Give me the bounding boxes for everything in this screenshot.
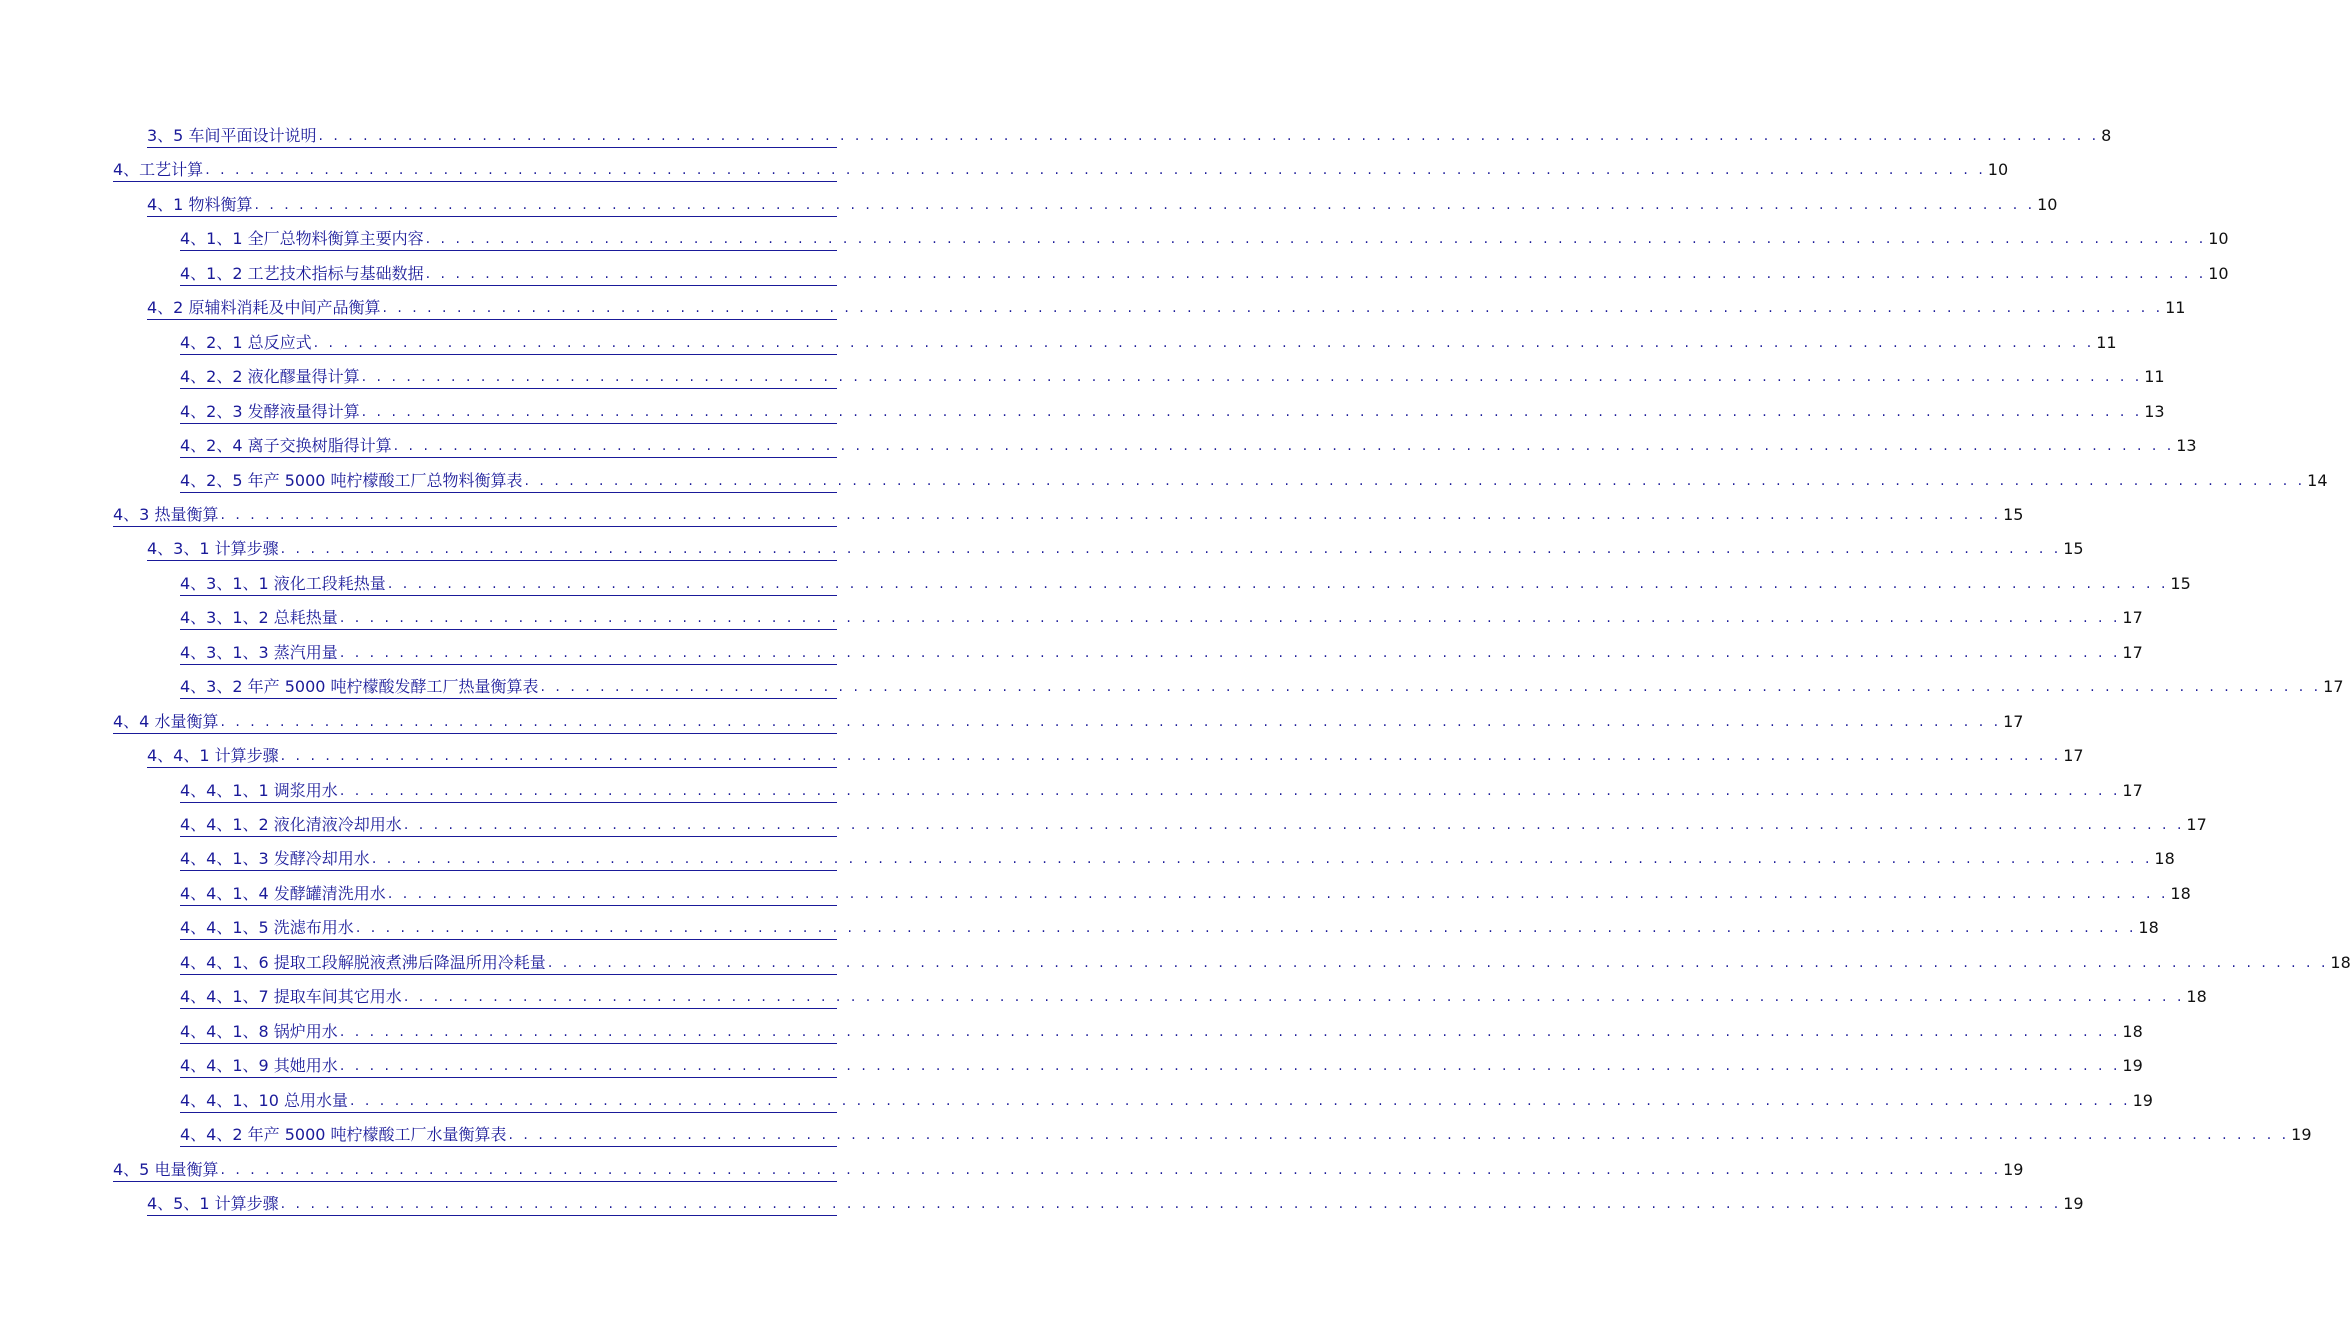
toc-entry-page-number: 17 — [2186, 815, 2207, 834]
toc-entry-page-number: 19 — [2132, 1090, 2153, 1110]
toc-entry-title: 4、4、1、1 调浆用水 — [180, 780, 338, 800]
toc-entry[interactable] — [180, 883, 2191, 906]
toc-entry[interactable] — [113, 159, 2009, 182]
toc-entry-page-number: 17 — [2063, 746, 2084, 766]
toc-entry[interactable] — [113, 504, 2024, 527]
toc-entry-page-number: 15 — [2170, 573, 2191, 593]
toc-dot-leader: . . . . . . . . . . . . . . . . . . . . . . . . . . . . . . . . . . . . . . . . . . . . . . . . . . . . . . . . . . . . . . . . . . . . . . . . . . . . . . . . . . . . . . . . . . . . . . . . . . . . . . . . . . . . . . . . . . . . . . . . — [387, 575, 2169, 592]
toc-dot-leader: . . . . . . . . . . . . . . . . . . . . . . . . . . . . . . . . . . . . . . . . . . . . . . . . . . . . . . . . . . . . . . . . . . . . . . . . . . . . . . . . . . . . . . . . . . . . . . . . . . . . . . . . . . . . . . . . . . . . . . . . — [540, 679, 2322, 696]
toc-entry-title: 4、2、1 总反应式 — [180, 332, 312, 352]
toc-entry-page-number: 18 — [2154, 849, 2175, 869]
toc-entry-page-number: 17 — [2323, 677, 2344, 697]
toc-entry[interactable] — [180, 263, 2229, 286]
toc-dot-leader: . . . . . . . . . . . . . . . . . . . . . . . . . . . . . . . . . . . . . . . . . . . . . . . . . . . . . . . . . . . . . . . . . . . . . . . . . . . . . . . . . . . . . . . . . . . . . . . . . . . . . . . . . . . . . . . . . . . . . . . . — [254, 196, 2036, 213]
toc-entry[interactable] — [180, 1124, 2312, 1147]
toc-entry-title: 4、4、1、6 提取工段解脱液煮沸后降温所用冷耗量 — [180, 952, 546, 972]
toc-dot-leader: . . . . . . . . . . . . . . . . . . . . . . . . . . . . . . . . . . . . . . . . . . . . . . . . . . . . . . . . . . . . . . . . . . . . . . . . . . . . . . . . . . . . . . . . . . . . . . . . . . . . . . . . . . . . . . . . . . . . . . . . — [371, 851, 2153, 868]
toc-entry-title: 4、4、2 年产 5000 吨柠檬酸工厂水量衡算表 — [180, 1125, 507, 1145]
toc-entry[interactable] — [180, 917, 2159, 940]
toc-dot-leader: . . . . . . . . . . . . . . . . . . . . . . . . . . . . . . . . . . . . . . . . . . . . . . . . . . . . . . . . . . . . . . . . . . . . . . . . . . . . . . . . . . . . . . . . . . . . . . . . . . . . . . . . . . . . . . . . . . . . . . . . — [524, 472, 2306, 489]
toc-entry[interactable] — [147, 745, 2084, 768]
toc-entry-page-number: 11 — [2165, 298, 2186, 318]
toc-entry-page-number: 10 — [2037, 194, 2058, 214]
toc-dot-leader: . . . . . . . . . . . . . . . . . . . . . . . . . . . . . . . . . . . . . . . . . . . . . . . . . . . . . . . . . . . . . . . . . . . . . . . . . . . . . . . . . . . . . . . . . . . . . . . . . . . . . . . . . . . . . . . . . . . . . . . . — [280, 541, 2062, 558]
toc-dot-leader: . . . . . . . . . . . . . . . . . . . . . . . . . . . . . . . . . . . . . . . . . . . . . . . . . . . . . . . . . . . . . . . . . . . . . . . . . . . . . . . . . . . . . . . . . . . . . . . . . . . . . . . . . . . . . . . . . . . . . . . . — [339, 610, 2121, 627]
toc-entry-page-number: 10 — [1987, 160, 2009, 180]
toc-entry[interactable] — [147, 538, 2084, 561]
toc-entry-title: 4、工艺计算 — [113, 160, 204, 180]
toc-entry-title: 4、4、1、4 发酵罐清洗用水 — [180, 883, 386, 903]
toc-entry[interactable] — [113, 1159, 2024, 1182]
toc-entry[interactable] — [113, 711, 2024, 734]
toc-entry-title: 3、5 车间平面设计说明 — [147, 126, 317, 145]
toc-entry-title: 4、4、1、7 提取车间其它用水 — [180, 987, 402, 1007]
toc-entry[interactable] — [180, 814, 2207, 837]
toc-entry-title: 4、5 电量衡算 — [113, 1159, 219, 1179]
toc-entry-title: 4、4、1、10 总用水量 — [180, 1090, 348, 1110]
toc-dot-leader: . . . . . . . . . . . . . . . . . . . . . . . . . . . . . . . . . . . . . . . . . . . . . . . . . . . . . . . . . . . . . . . . . . . . . . . . . . . . . . . . . . . . . . . . . . . . . . . . . . . . . . . . . . . . . . . . . . . . . . . . — [547, 954, 2329, 971]
toc-entry-page-number: 19 — [2122, 1056, 2143, 1076]
toc-entry[interactable] — [180, 780, 2143, 803]
toc-entry[interactable] — [147, 1193, 2084, 1216]
toc-dot-leader: . . . . . . . . . . . . . . . . . . . . . . . . . . . . . . . . . . . . . . . . . . . . . . . . . . . . . . . . . . . . . . . . . . . . . . . . . . . . . . . . . . . . . . . . . . . . . . . . . . . . . . . . . . . . . . . . . . . . . . . . — [425, 265, 2207, 282]
toc-dot-leader: . . . . . . . . . . . . . . . . . . . . . . . . . . . . . . . . . . . . . . . . . . . . . . . . . . . . . . . . . . . . . . . . . . . . . . . . . . . . . . . . . . . . . . . . . . . . . . . . . . . . . . . . . . . . . . . . . . . . . . . . — [339, 1023, 2121, 1040]
toc-entry-page-number: 18 — [2170, 883, 2191, 903]
toc-entry-title: 4、4、1、2 液化清液冷却用水 — [180, 815, 402, 834]
toc-entry-page-number: 17 — [2003, 711, 2024, 731]
toc-dot-leader: . . . . . . . . . . . . . . . . . . . . . . . . . . . . . . . . . . . . . . . . . . . . . . . . . . . . . . . . . . . . . . . . . . . . . . . . . . . . . . . . . . . . . . . . . . . . . . . . . . . . . . . . . . . . . . . . . . . . . . . . — [393, 438, 2175, 455]
toc-entry-page-number: 19 — [2003, 1159, 2024, 1179]
toc-dot-leader: . . . . . . . . . . . . . . . . . . . . . . . . . . . . . . . . . . . . . . . . . . . . . . . . . . . . . . . . . . . . . . . . . . . . . . . . . . . . . . . . . . . . . . . . . . . . . . . . . . . . . . . . . . . . . . . . . . . . . . . . — [220, 713, 2002, 730]
toc-entry-title: 4、4、1 计算步骤 — [147, 746, 279, 766]
toc-entry[interactable] — [180, 848, 2175, 871]
toc-entry-page-number: 17 — [2122, 780, 2143, 800]
toc-entry-page-number: 18 — [2122, 1021, 2143, 1041]
toc-entry[interactable] — [180, 1021, 2143, 1044]
toc-dot-leader: . . . . . . . . . . . . . . . . . . . . . . . . . . . . . . . . . . . . . . . . . . . . . . . . . . . . . . . . . . . . . . . . . . . . . . . . . . . . . . . . . . . . . . . . . . . . . . . . . . . . . . . . . . . . . . . . . . . . . . . . — [205, 162, 1986, 179]
toc-dot-leader: . . . . . . . . . . . . . . . . . . . . . . . . . . . . . . . . . . . . . . . . . . . . . . . . . . . . . . . . . . . . . . . . . . . . . . . . . . . . . . . . . . . . . . . . . . . . . . . . . . . . . . . . . . . . . . . . . . . . . . . . — [339, 1058, 2121, 1075]
toc-entry[interactable] — [180, 401, 2165, 424]
toc-entry-title: 4、4、1、8 锅炉用水 — [180, 1021, 338, 1041]
toc-dot-leader: . . . . . . . . . . . . . . . . . . . . . . . . . . . . . . . . . . . . . . . . . . . . . . . . . . . . . . . . . . . . . . . . . . . . . . . . . . . . . . . . . . . . . . . . . . . . . . . . . . . . . . . . . . . . . . . . . . . . . . . . — [220, 1161, 2002, 1178]
toc-entry[interactable] — [147, 297, 2186, 320]
toc-entry[interactable] — [180, 1090, 2153, 1113]
toc-entry[interactable] — [180, 676, 2344, 699]
toc-entry[interactable] — [180, 607, 2143, 630]
toc-entry-page-number: 13 — [2176, 436, 2197, 456]
toc-dot-leader: . . . . . . . . . . . . . . . . . . . . . . . . . . . . . . . . . . . . . . . . . . . . . . . . . . . . . . . . . . . . . . . . . . . . . . . . . . . . . . . . . . . . . . . . . . . . . . . . . . . . . . . . . . . . . . . . . . . . . . . . — [355, 920, 2137, 937]
toc-entry-page-number: 18 — [2186, 987, 2207, 1007]
toc-dot-leader: . . . . . . . . . . . . . . . . . . . . . . . . . . . . . . . . . . . . . . . . . . . . . . . . . . . . . . . . . . . . . . . . . . . . . . . . . . . . . . . . . . . . . . . . . . . . . . . . . . . . . . . . . . . . . . . . . . . . . . . . — [382, 300, 2164, 317]
toc-dot-leader: . . . . . . . . . . . . . . . . . . . . . . . . . . . . . . . . . . . . . . . . . . . . . . . . . . . . . . . . . . . . . . . . . . . . . . . . . . . . . . . . . . . . . . . . . . . . . . . . . . . . . . . . . . . . . . . . . . . . . . . . — [361, 369, 2143, 386]
toc-entry-title: 4、2、5 年产 5000 吨柠檬酸工厂总物料衡算表 — [180, 470, 523, 490]
toc-entry-title: 4、3、2 年产 5000 吨柠檬酸发酵工厂热量衡算表 — [180, 677, 539, 697]
toc-dot-leader: . . . . . . . . . . . . . . . . . . . . . . . . . . . . . . . . . . . . . . . . . . . . . . . . . . . . . . . . . . . . . . . . . . . . . . . . . . . . . . . . . . . . . . . . . . . . . . . . . . . . . . . . . . . . . . . . . . . . . . . . — [318, 128, 2100, 144]
toc-entry[interactable] — [180, 366, 2165, 389]
toc-entry-page-number: 17 — [2122, 608, 2143, 628]
toc-entry-title: 4、4 水量衡算 — [113, 711, 219, 731]
toc-dot-leader: . . . . . . . . . . . . . . . . . . . . . . . . . . . . . . . . . . . . . . . . . . . . . . . . . . . . . . . . . . . . . . . . . . . . . . . . . . . . . . . . . . . . . . . . . . . . . . . . . . . . . . . . . . . . . . . . . . . . . . . . — [387, 885, 2169, 902]
toc-entry-title: 4、3、1、1 液化工段耗热量 — [180, 573, 386, 593]
toc-entry-page-number: 19 — [2063, 1193, 2084, 1213]
toc-entry-title: 4、1、2 工艺技术指标与基础数据 — [180, 263, 424, 283]
toc-entry-title: 4、1 物料衡算 — [147, 194, 253, 214]
toc-entry-page-number: 18 — [2330, 952, 2351, 972]
toc-dot-leader: . . . . . . . . . . . . . . . . . . . . . . . . . . . . . . . . . . . . . . . . . . . . . . . . . . . . . . . . . . . . . . . . . . . . . . . . . . . . . . . . . . . . . . . . . . . . . . . . . . . . . . . . . . . . . . . . . . . . . . . . — [280, 748, 2062, 765]
toc-dot-leader: . . . . . . . . . . . . . . . . . . . . . . . . . . . . . . . . . . . . . . . . . . . . . . . . . . . . . . . . . . . . . . . . . . . . . . . . . . . . . . . . . . . . . . . . . . . . . . . . . . . . . . . . . . . . . . . . . . . . . . . . — [425, 231, 2207, 248]
toc-entry-title: 4、2、3 发酵液量得计算 — [180, 401, 360, 421]
toc-dot-leader: . . . . . . . . . . . . . . . . . . . . . . . . . . . . . . . . . . . . . . . . . . . . . . . . . . . . . . . . . . . . . . . . . . . . . . . . . . . . . . . . . . . . . . . . . . . . . . . . . . . . . . . . . . . . . . . . . . . . . . . . — [350, 1092, 2131, 1109]
toc-entry[interactable] — [180, 952, 2351, 975]
toc-dot-leader: . . . . . . . . . . . . . . . . . . . . . . . . . . . . . . . . . . . . . . . . . . . . . . . . . . . . . . . . . . . . . . . . . . . . . . . . . . . . . . . . . . . . . . . . . . . . . . . . . . . . . . . . . . . . . . . . . . . . . . . . — [403, 817, 2185, 833]
toc-entry[interactable] — [180, 228, 2229, 251]
toc-entry[interactable] — [180, 332, 2117, 355]
toc-entry-title: 4、3 热量衡算 — [113, 504, 219, 524]
toc-entry-page-number: 10 — [2208, 229, 2229, 249]
toc-entry-page-number: 18 — [2138, 918, 2159, 938]
toc-entry[interactable] — [180, 986, 2207, 1009]
toc-entry-page-number: 11 — [2096, 332, 2117, 352]
toc-entry-title: 4、2 原辅料消耗及中间产品衡算 — [147, 298, 381, 318]
toc-entry-title: 4、2、4 离子交换树脂得计算 — [180, 436, 392, 456]
toc-entry-page-number: 14 — [2307, 470, 2328, 490]
toc-dot-leader: . . . . . . . . . . . . . . . . . . . . . . . . . . . . . . . . . . . . . . . . . . . . . . . . . . . . . . . . . . . . . . . . . . . . . . . . . . . . . . . . . . . . . . . . . . . . . . . . . . . . . . . . . . . . . . . . . . . . . . . . — [313, 334, 2095, 351]
toc-entry-title: 4、3、1、2 总耗热量 — [180, 608, 338, 628]
toc-entry-page-number: 8 — [2101, 126, 2112, 145]
toc-entry-page-number: 13 — [2144, 401, 2165, 421]
toc-entry-title: 4、1、1 全厂总物料衡算主要内容 — [180, 229, 424, 249]
toc-dot-leader: . . . . . . . . . . . . . . . . . . . . . . . . . . . . . . . . . . . . . . . . . . . . . . . . . . . . . . . . . . . . . . . . . . . . . . . . . . . . . . . . . . . . . . . . . . . . . . . . . . . . . . . . . . . . . . . . . . . . . . . . — [339, 782, 2121, 799]
toc-entry-page-number: 19 — [2291, 1125, 2312, 1145]
toc-entry[interactable] — [180, 1055, 2143, 1078]
toc-entry[interactable] — [180, 435, 2197, 458]
toc-entry[interactable] — [180, 470, 2328, 493]
toc-entry-page-number: 17 — [2122, 642, 2143, 662]
toc-entry[interactable] — [180, 573, 2191, 596]
toc-entry-page-number: 15 — [2003, 504, 2024, 524]
toc-entry[interactable] — [147, 125, 2112, 148]
toc-entry[interactable] — [147, 194, 2058, 217]
toc-dot-leader: . . . . . . . . . . . . . . . . . . . . . . . . . . . . . . . . . . . . . . . . . . . . . . . . . . . . . . . . . . . . . . . . . . . . . . . . . . . . . . . . . . . . . . . . . . . . . . . . . . . . . . . . . . . . . . . . . . . . . . . . — [403, 989, 2185, 1006]
toc-entry-title: 4、3、1、3 蒸汽用量 — [180, 642, 338, 662]
toc-entry-title: 4、4、1、5 洗滤布用水 — [180, 918, 354, 938]
toc-entry-title: 4、5、1 计算步骤 — [147, 1193, 279, 1213]
toc-entry-title: 4、4、1、9 其她用水 — [180, 1056, 338, 1076]
toc-dot-leader: . . . . . . . . . . . . . . . . . . . . . . . . . . . . . . . . . . . . . . . . . . . . . . . . . . . . . . . . . . . . . . . . . . . . . . . . . . . . . . . . . . . . . . . . . . . . . . . . . . . . . . . . . . . . . . . . . . . . . . . . — [339, 644, 2121, 661]
toc-dot-leader: . . . . . . . . . . . . . . . . . . . . . . . . . . . . . . . . . . . . . . . . . . . . . . . . . . . . . . . . . . . . . . . . . . . . . . . . . . . . . . . . . . . . . . . . . . . . . . . . . . . . . . . . . . . . . . . . . . . . . . . . — [280, 1195, 2062, 1212]
toc-entry-page-number: 15 — [2063, 539, 2084, 559]
toc-entry-page-number: 11 — [2144, 367, 2165, 387]
toc-dot-leader: . . . . . . . . . . . . . . . . . . . . . . . . . . . . . . . . . . . . . . . . . . . . . . . . . . . . . . . . . . . . . . . . . . . . . . . . . . . . . . . . . . . . . . . . . . . . . . . . . . . . . . . . . . . . . . . . . . . . . . . . — [361, 403, 2143, 420]
toc-dot-leader: . . . . . . . . . . . . . . . . . . . . . . . . . . . . . . . . . . . . . . . . . . . . . . . . . . . . . . . . . . . . . . . . . . . . . . . . . . . . . . . . . . . . . . . . . . . . . . . . . . . . . . . . . . . . . . . . . . . . . . . . — [508, 1127, 2290, 1144]
toc-entry-title: 4、4、1、3 发酵冷却用水 — [180, 849, 370, 869]
toc-dot-leader: . . . . . . . . . . . . . . . . . . . . . . . . . . . . . . . . . . . . . . . . . . . . . . . . . . . . . . . . . . . . . . . . . . . . . . . . . . . . . . . . . . . . . . . . . . . . . . . . . . . . . . . . . . . . . . . . . . . . . . . . — [220, 506, 2002, 523]
toc-entry-title: 4、2、2 液化醪量得计算 — [180, 367, 360, 387]
toc-entry-page-number: 10 — [2208, 263, 2229, 283]
toc-entry[interactable] — [180, 642, 2143, 665]
toc-entry-title: 4、3、1 计算步骤 — [147, 539, 279, 559]
